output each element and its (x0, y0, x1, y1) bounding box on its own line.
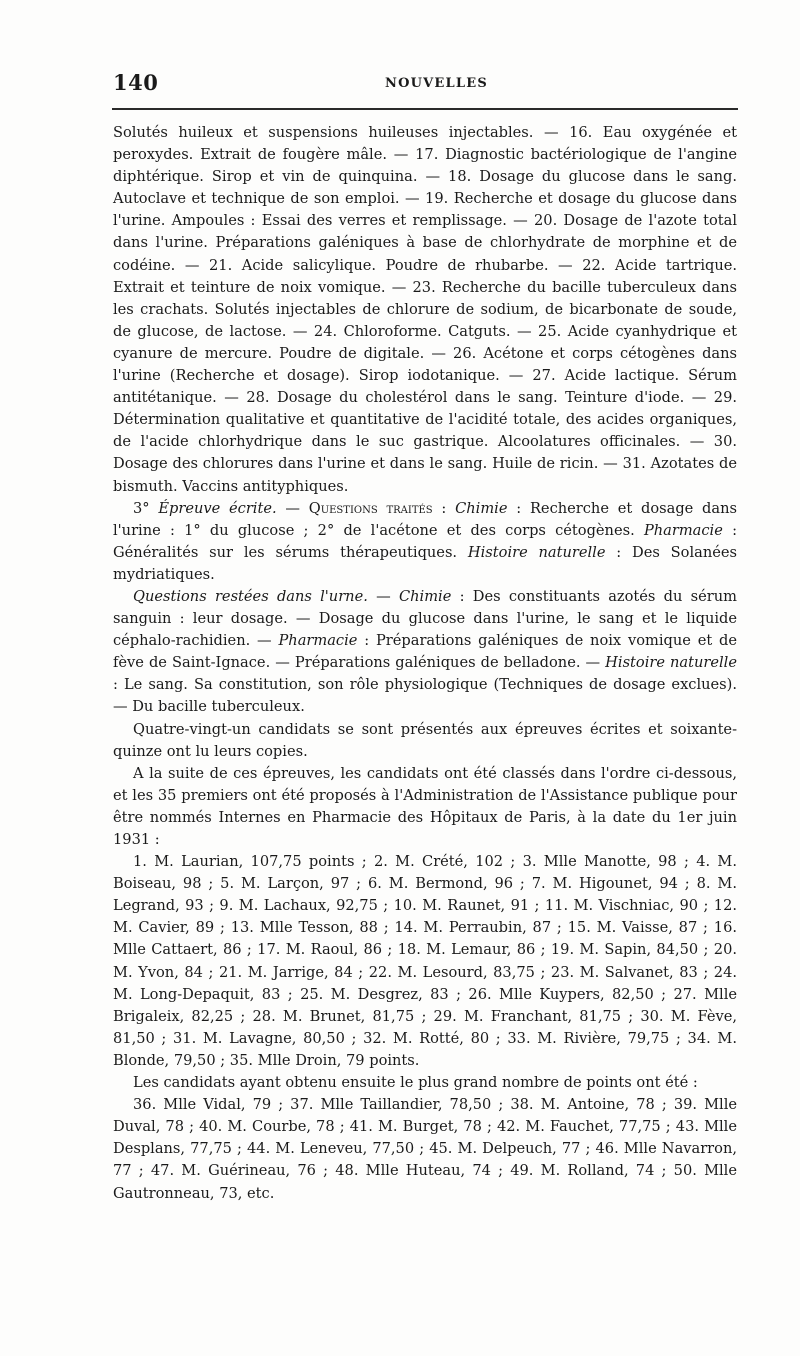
pharmacie-label: Pharmacie (278, 632, 358, 650)
ranking-list-admitted: 1. M. Laurian, 107,75 points ; 2. M. Crété, 102 ; 3. Mlle Manotte, 98 ; 4. M. Boiseau, 98 ; 5. M. Larçon, 97 ; 6. M. Bermond, 96 ; 7. M. Higounet, 94 ; 8. M. Legrand, 93 ; 9. M. Lachaux, 92,75 ; 10. M. Raunet, 91 ; 11. M. Vischniac, 90 ; 12. M. Cavier, 89 ; 13. Mlle Tesson, 88 ; 14. M. Perraubin, 87 ; 15. M. Vaisse, 87 ; 16. Mlle Cattaert, 86 ; 17. M. Raoul, 86 ; 18. M. Lemaur, 86 ; 19. M. Sapin, 84,50 ; 20. M. Yvon, 84 ; 21. M. Jarrige, 84 ; 22. M. Lesourd, 83,75 ; 23. M. Salvanet, 83 ; 24. M. Long-Depaquit, 83 ; 25. M. Desgrez, 83 ; 26. Mlle Kuypers, 82,50 ; 27. Mlle Brigaleix, 82,25 ; 28. M. Brunet, 81,75 ; 29. M. Franchant, 81,75 ; 30. M. Fève, 81,50 ; 31. M. Lavagne, 80,50 ; 32. M. Rotté, 80 ; 33. M. Rivière, 79,75 ; 34. M. Blonde, 79,50 ; 35. Mlle Droin, 79 points. (113, 853, 737, 1069)
histoire-text: : Des Solanées mydriatiques. (113, 543, 737, 583)
paragraph-candidates-count: Quatre-vingt-un candidats se sont présentés aux épreuves écrites et soixante-quinze ont lu leurs copies. (113, 720, 737, 760)
paragraph-classification: A la suite de ces épreuves, les candidats ont été classés dans l'ordre ci-dessous, et les 35 premiers ont été proposés à l'Administration de l'Assistance publique pour être nommés Internes en Pharmacie des Hôpitaux de Paris, à la date du 1er juin 1931 : (113, 764, 737, 848)
ordinal: 3° (133, 499, 159, 517)
paragraph-exam-topics: Solutés huileux et suspensions huileuses injectables. — 16. Eau oxygénée et peroxydes. Extrait de fougère mâle. — 17. Diagnostic bactériologique de l'angine diphtérique. Sirop et vin de quinquina. — 18. Dosage du glucose dans le sang. Autoclave et technique de son emploi. — 19. Recherche et dosage du glucose dans l'urine. Ampoules : Essai des verres et remplissage. — 20. Dosage de l'azote total dans l'urine. Préparations galéniques à base de chlorhydrate de morphine et de codéine. — 21. Acide salicylique. Poudre de rhubarbe. — 22. Acide tartrique. Extrait et teinture de noix vomique. — 23. Recherche du bacille tuberculeux dans les crachats. Solutés injectables de chlorure de sodium, de bicarbonate de soude, de glucose, de lactose. — 24. Chloroforme. Catguts. — 25. Acide cyanhydrique et cyanure de mercure. Poudre de digitale. — 26. Acétone et corps cétogènes dans l'urine (Recherche et dosage). Sirop iodotanique. — 27. Acide lactique. Sérum antitétanique. — 28. Dosage du cholestérol dans le sang. Teinture d'iode. — 29. Détermination qualitative et quantitative de l'acidité totale, des acides organiques, de l'acide chlorhydrique dans le suc gastrique. Alcoolatures officinales. — 30. Dosage des chlorures dans l'urine et dans le sang. Huile de ricin. — 31. Azotates de bismuth. Vaccins antityphiques. (113, 124, 737, 495)
running-head: NOUVELLES (385, 76, 488, 91)
paragraph-next-candidates: Les candidats ayant obtenu ensuite le plus grand nombre de points ont été : (133, 1074, 698, 1092)
paragraph-questions-urne (113, 586, 737, 719)
dash: — (367, 587, 399, 605)
questions-label: Questions traités (308, 499, 433, 517)
header-rule (112, 108, 738, 110)
colon: : (432, 499, 456, 517)
histoire-label: Histoire naturelle (467, 543, 606, 561)
histoire-label: Histoire naturelle (605, 654, 737, 672)
page-header (113, 70, 737, 98)
chimie-label: Chimie (398, 587, 452, 605)
pharmacie-text: : Généralités sur les sérums thérapeutiques. (113, 521, 737, 561)
pharmacie-text: : Préparations galéniques de noix vomique et de fève de Saint-Ignace. — Préparations galéniques de belladone. — (113, 632, 738, 672)
paragraph-written-exam (113, 498, 737, 586)
body-text (113, 122, 737, 1205)
chimie-text: : Recherche et dosage dans l'urine : 1° du glucose ; 2° de l'acétone et des corps cétogènes. (113, 499, 737, 539)
chimie-text: : Des constituants azotés du sérum sanguin : leur dosage. — Dosage du glucose dans l'urine, le sang et le liquide céphalo-rachidien. — (113, 587, 737, 650)
dash: — (276, 499, 309, 517)
ranking-list-following: 36. Mlle Vidal, 79 ; 37. Mlle Taillandier, 78,50 ; 38. M. Antoine, 78 ; 39. Mlle Duval, 78 ; 40. M. Courbe, 78 ; 41. M. Burget, 78 ; 42. M. Fauchet, 77,75 ; 43. Mlle Desplans, 77,75 ; 44. M. Leneveu, 77,50 ; 45. M. Delpeuch, 77 ; 46. Mlle Navarron, 77 ; 47. M. Guérineau, 76 ; 48. Mlle Huteau, 74 ; 49. M. Rolland, 74 ; 50. Mlle Gautronneau, 73, etc. (113, 1096, 737, 1202)
histoire-text: : Le sang. Sa constitution, son rôle physiologique (Techniques de dosage exclues). — Du bacille tuberculeux. (113, 676, 737, 716)
questions-urne-label: Questions restées dans l'urne. (133, 587, 368, 605)
chimie-label: Chimie (455, 499, 508, 517)
epreuve-label: Épreuve écrite. (158, 499, 277, 517)
pharmacie-label: Pharmacie (643, 521, 723, 539)
page-number: 140 (113, 70, 159, 95)
